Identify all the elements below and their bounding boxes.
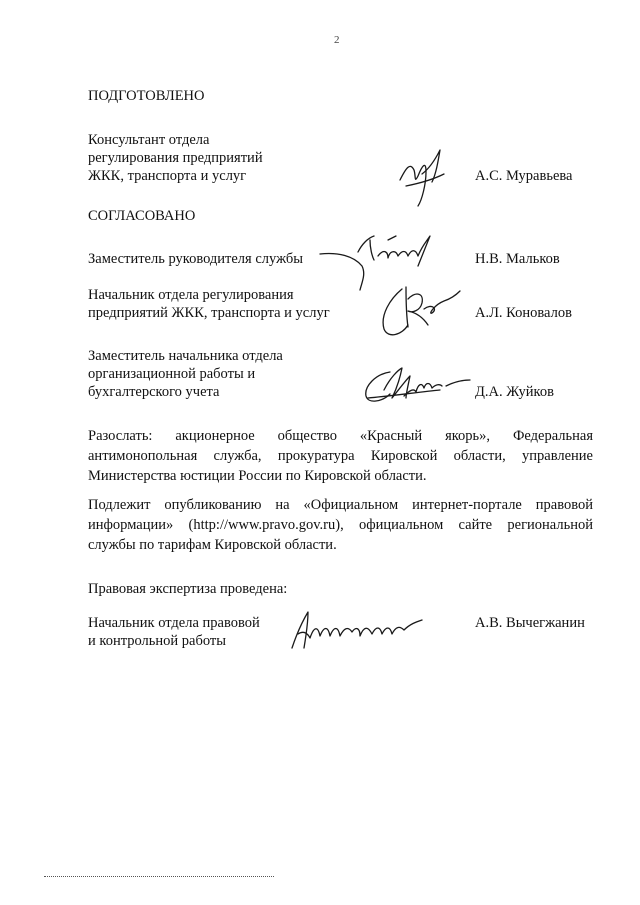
approver-1-position: Заместитель руководителя службы — [88, 251, 304, 267]
page-number: 2 — [334, 34, 340, 46]
approver-2-name: А.Л. Коновалов — [475, 305, 572, 321]
approved-heading: СОГЛАСОВАНО — [88, 208, 196, 224]
signature-muravieva-icon — [392, 140, 462, 210]
prepared-position-line-1: Консультант отдела — [88, 132, 210, 148]
approver-3-name: Д.А. Жуйков — [475, 384, 554, 400]
approver-2-position-line-1: Начальник отдела регулирования — [88, 287, 294, 303]
publication-text: Подлежит опубликованию на «Официальном интернет-портале правовой информации» (http://www.pravo.gov.ru), официальном сайте региональной службы по тарифам Кировской области. — [88, 497, 593, 553]
legal-review-signer-name: А.В. Вычегжанин — [475, 615, 585, 631]
approver-1-name: Н.В. Мальков — [475, 251, 560, 267]
prepared-position-line-3: ЖКК, транспорта и услуг — [88, 168, 247, 184]
approver-3-position-line-3: бухгалтерского учета — [88, 384, 220, 400]
approver-2-position-line-2: предприятий ЖКК, транспорта и услуг — [88, 305, 330, 321]
signature-zhuikov-icon — [360, 360, 475, 410]
legal-review-heading: Правовая экспертиза проведена: — [88, 581, 288, 597]
legal-review-position-line-1: Начальник отдела правовой — [88, 615, 260, 631]
distribution-text: Разослать: акционерное общество «Красный якорь», Федеральная антимонопольная служба, прокуратура Кировской области, управление Министерства юстиции России по Кировской области. — [88, 428, 593, 484]
footer-divider — [44, 876, 274, 877]
signature-vychegzhanin-icon — [286, 608, 426, 653]
legal-review-position-line-2: и контрольной работы — [88, 633, 226, 649]
signature-konovalov-icon — [372, 275, 462, 345]
approver-3-position-line-2: организационной работы и — [88, 366, 256, 382]
prepared-position-line-2: регулирования предприятий — [88, 150, 263, 166]
prepared-signer-name: А.С. Муравьева — [475, 168, 573, 184]
approver-3-position-line-1: Заместитель начальника отдела — [88, 348, 283, 364]
prepared-heading: ПОДГОТОВЛЕНО — [88, 88, 205, 104]
